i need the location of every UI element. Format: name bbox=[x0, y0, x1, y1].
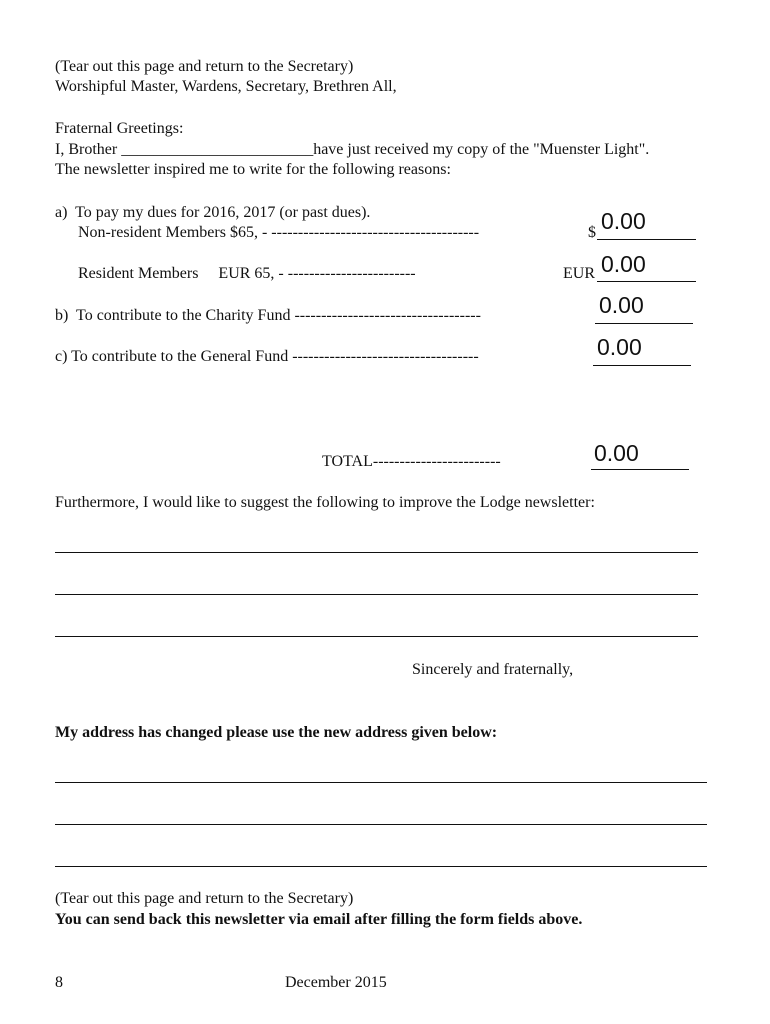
salutation: Worshipful Master, Wardens, Secretary, Brethren All, bbox=[55, 78, 397, 95]
brother-name-line: I, Brother ________________________have just received my copy of the "Muenster Light". bbox=[55, 141, 650, 158]
dues-label: a) To pay my dues for 2016, 2017 (or past dues). bbox=[55, 204, 371, 221]
address-change-label: My address has changed please use the new address given below: bbox=[55, 724, 498, 741]
suggestion-line-3[interactable] bbox=[55, 619, 698, 637]
nonresident-amount-field[interactable] bbox=[601, 208, 691, 234]
suggestion-line-1[interactable] bbox=[55, 535, 698, 553]
issue-date: December 2015 bbox=[285, 974, 387, 991]
tear-out-instruction: (Tear out this page and return to the Secretary) bbox=[55, 58, 354, 75]
page-number: 8 bbox=[55, 974, 63, 991]
nonresident-dues-label: Non-resident Members $65, - --------------------------------------- bbox=[78, 224, 480, 241]
tear-out-instruction-footer: (Tear out this page and return to the Secretary) bbox=[55, 890, 354, 907]
resident-dues-label: Resident Members EUR 65, - ------------------------ bbox=[78, 265, 416, 282]
charity-amount-field[interactable] bbox=[599, 292, 689, 318]
closing-text: Sincerely and fraternally, bbox=[412, 661, 574, 678]
address-line-1[interactable] bbox=[55, 765, 707, 783]
total-label: TOTAL------------------------ bbox=[322, 453, 501, 470]
total-amount-field[interactable] bbox=[594, 440, 684, 466]
suggestion-prompt: Furthermore, I would like to suggest the following to improve the Lodge newsletter: bbox=[55, 494, 595, 511]
address-line-2[interactable] bbox=[55, 807, 707, 825]
email-instruction: You can send back this newsletter via email after filling the form fields above. bbox=[55, 911, 583, 928]
general-fund-label: c) To contribute to the General Fund ----------------------------------- bbox=[55, 348, 479, 365]
reasons-intro: The newsletter inspired me to write for the following reasons: bbox=[55, 161, 451, 178]
eur-currency: EUR bbox=[563, 265, 595, 282]
resident-amount-field[interactable] bbox=[601, 251, 691, 277]
dollar-sign: $ bbox=[588, 224, 596, 241]
general-amount-field[interactable] bbox=[597, 334, 687, 360]
suggestion-line-2[interactable] bbox=[55, 577, 698, 595]
charity-fund-label: b) To contribute to the Charity Fund ----------------------------------- bbox=[55, 307, 481, 324]
address-line-3[interactable] bbox=[55, 849, 707, 867]
greeting-line: Fraternal Greetings: bbox=[55, 120, 184, 137]
